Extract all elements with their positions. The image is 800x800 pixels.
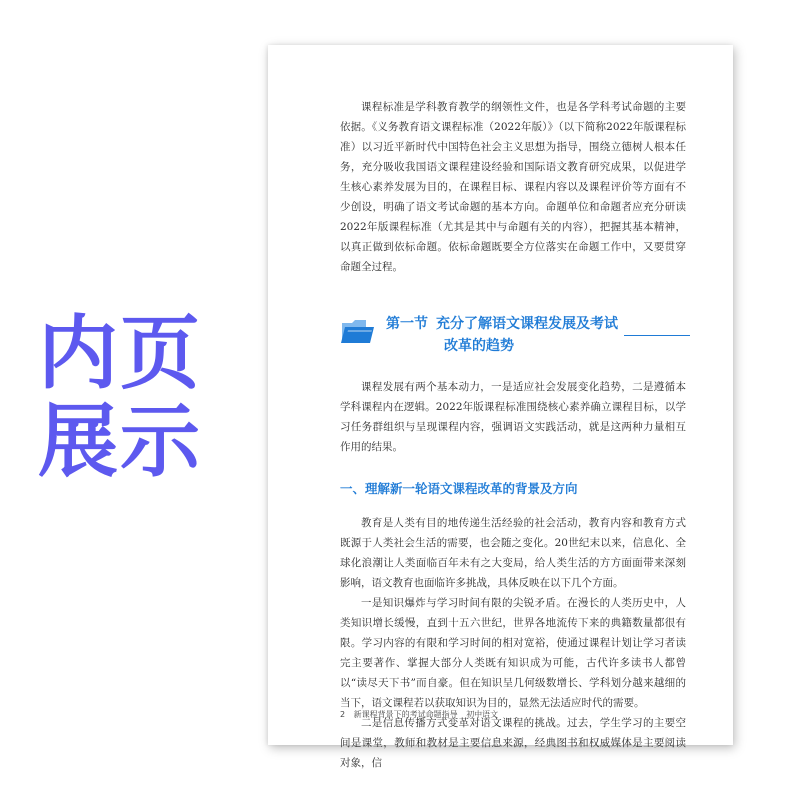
promo-line-1: 内页 (38, 307, 202, 400)
section-title-line-2: 改革的趋势 (444, 338, 514, 354)
subject-label: 初中语文 (466, 710, 499, 719)
page-number: 2 (340, 710, 346, 719)
section-underline (624, 335, 690, 336)
page-content (340, 97, 686, 773)
section-number: 第一节 (386, 316, 428, 332)
section-intro-paragraph: 课程发展有两个基本动力，一是适应社会发展变化趋势，二是遵循本学科课程内在逻辑。2022年版课程标准围绕核心素养确立课程目标，以学习任务群组织与呈现课程内容，强调语文实践活动，就是这两种力量相互作用的结果。 (340, 381, 686, 453)
section-heading (340, 313, 686, 371)
book-page (268, 45, 733, 769)
section-title-line-1: 充分了解语文课程发展及考试 (436, 316, 618, 332)
subsection-title: 一、理解新一轮语文课程改革的背景及方向 (340, 481, 578, 496)
promo-label (38, 307, 238, 488)
book-title: 新课程背景下的考试命题指导 (353, 710, 458, 719)
page-footer (340, 709, 504, 720)
body-paragraph: 一是知识爆炸与学习时间有限的尖锐矛盾。在漫长的人类历史中，人类知识增长缓慢，直到十五六世纪，世界各地流传下来的典籍数量都很有限。学习内容的有限和学习时间的相对宽裕，使通过课程计划让学习者读完主要著作、掌握大部分人类既有知识成为可能，古代许多读书人都曾以“读尽天下书”而自豪。但在知识呈几何级数增长、学科划分越来越细的当下，语文课程若以获取知识为目的，显然无法适应时代的需要。 (340, 597, 686, 709)
promo-line-2: 展示 (38, 395, 202, 488)
body-paragraph: 教育是人类有目的地传递生活经验的社会活动，教育内容和教育方式既源于人类社会生活的需要，也会随之变化。20世纪末以来，信息化、全球化浪潮让人类面临百年未有之大变局，给人类生活的方方面面带来深刻影响，语文教育也面临许多挑战，具体反映在以下几个方面。 (340, 517, 686, 589)
body-paragraph: 二是信息传播方式变革对语文课程的挑战。过去，学生学习的主要空间是课堂，教师和教材是主要信息来源，经典图书和权威媒体是主要阅读对象，信 (340, 717, 686, 769)
intro-paragraph: 课程标准是学科教育教学的纲领性文件，也是各学科考试命题的主要依据。《义务教育语文课程标准（2022年版）》（以下简称2022年版课程标准）以习近平新时代中国特色社会主义思想为指导，围绕立德树人根本任务，充分吸收我国语文课程建设经验和国际语文教育研究成果，以促进学生核心素养发展为目的，在课程目标、课程内容以及课程评价等方面有不少创设，明确了语文考试命题的基本方向。命题单位和命题者应充分研读2022年版课程标准（尤其是其中与命题有关的内容），把握其基本精神，以真正做到依标命题。依标命题既要全方位落实在命题工作中，又要贯穿命题全过程。 (340, 101, 686, 273)
folder-icon (340, 317, 376, 345)
